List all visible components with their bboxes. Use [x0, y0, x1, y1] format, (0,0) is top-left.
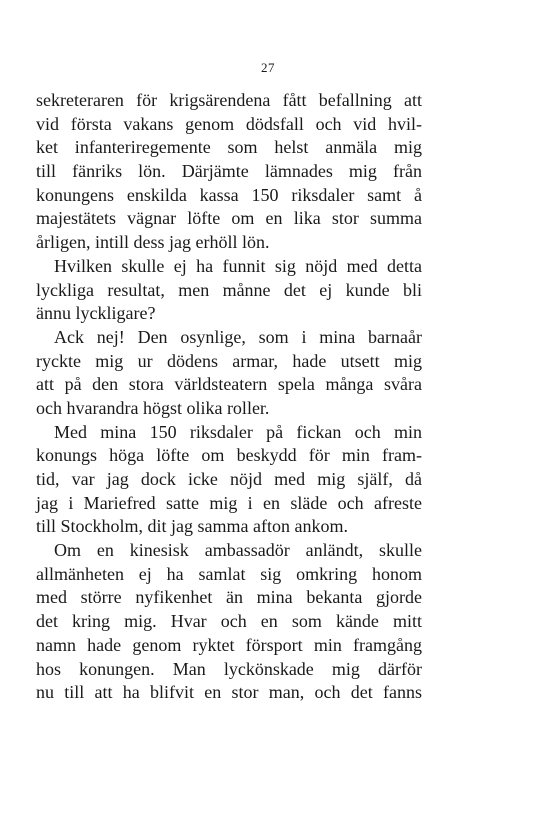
text-line: Hvilken skulle ej ha funnit sig nöjd med detta [54, 255, 422, 276]
text-line: konungs höga löfte om beskydd för min fram- [36, 445, 422, 466]
text-line: lyckliga resultat, men månne det ej kunde bli [36, 279, 422, 300]
text-line: jag i Mariefred satte mig i en släde och afreste [36, 492, 422, 513]
text-line: namn hade genom ryktet försport min framgång [36, 634, 422, 655]
text-line: ryckte mig ur dödens armar, hade utsett mig [36, 350, 422, 371]
page-number: 27 [261, 60, 275, 75]
text-line: att på den stora världsteatern spela många svåra [36, 374, 422, 395]
text-line: Om en kinesisk ambassadör anländt, skulle [54, 540, 422, 561]
text-line: till Stockholm, dit jag samma afton ankom. [36, 516, 348, 537]
paragraph [36, 421, 422, 539]
paragraph [36, 255, 422, 326]
text-line: vid första vakans genom dödsfall och vid hvil- [36, 113, 422, 134]
text-line: majestätets vägnar löfte om en lika stor summa [36, 208, 422, 229]
text-line: sekreteraren för krigsärendena fått befallning att [36, 90, 422, 110]
text-line: Ack nej! Den osynlige, som i mina barnaår [54, 326, 422, 347]
text-line: Med mina 150 riksdaler på fickan och min [54, 421, 422, 442]
text-line: nu till att ha blifvit en stor man, och det fanns [36, 682, 422, 703]
text-line: årligen, intill dess jag erhöll lön. [36, 232, 270, 253]
text-line: allmänheten ej ha samlat sig omkring honom [36, 563, 422, 584]
text-line: det kring mig. Hvar och en som kände mitt [36, 611, 422, 632]
text-line: med större nyfikenhet än mina bekanta gjorde [36, 587, 422, 608]
text-line: till fänriks lön. Därjämte lämnades mig från [36, 161, 422, 182]
text-line: hos konungen. Man lyckönskade mig därför [36, 658, 422, 679]
body-text [36, 89, 422, 705]
text-line: och hvarandra högst olika roller. [36, 397, 270, 418]
text-line: ket infanteriregemente som helst anmäla mig [36, 137, 422, 158]
text-line: tid, var jag dock icke nöjd med mig själf, då [36, 469, 422, 489]
paragraph [36, 326, 422, 421]
text-line: ännu lyckligare? [36, 303, 156, 324]
paragraph [36, 89, 422, 255]
text-line: konungens enskilda kassa 150 riksdaler samt å [36, 184, 422, 205]
paragraph [36, 539, 422, 705]
